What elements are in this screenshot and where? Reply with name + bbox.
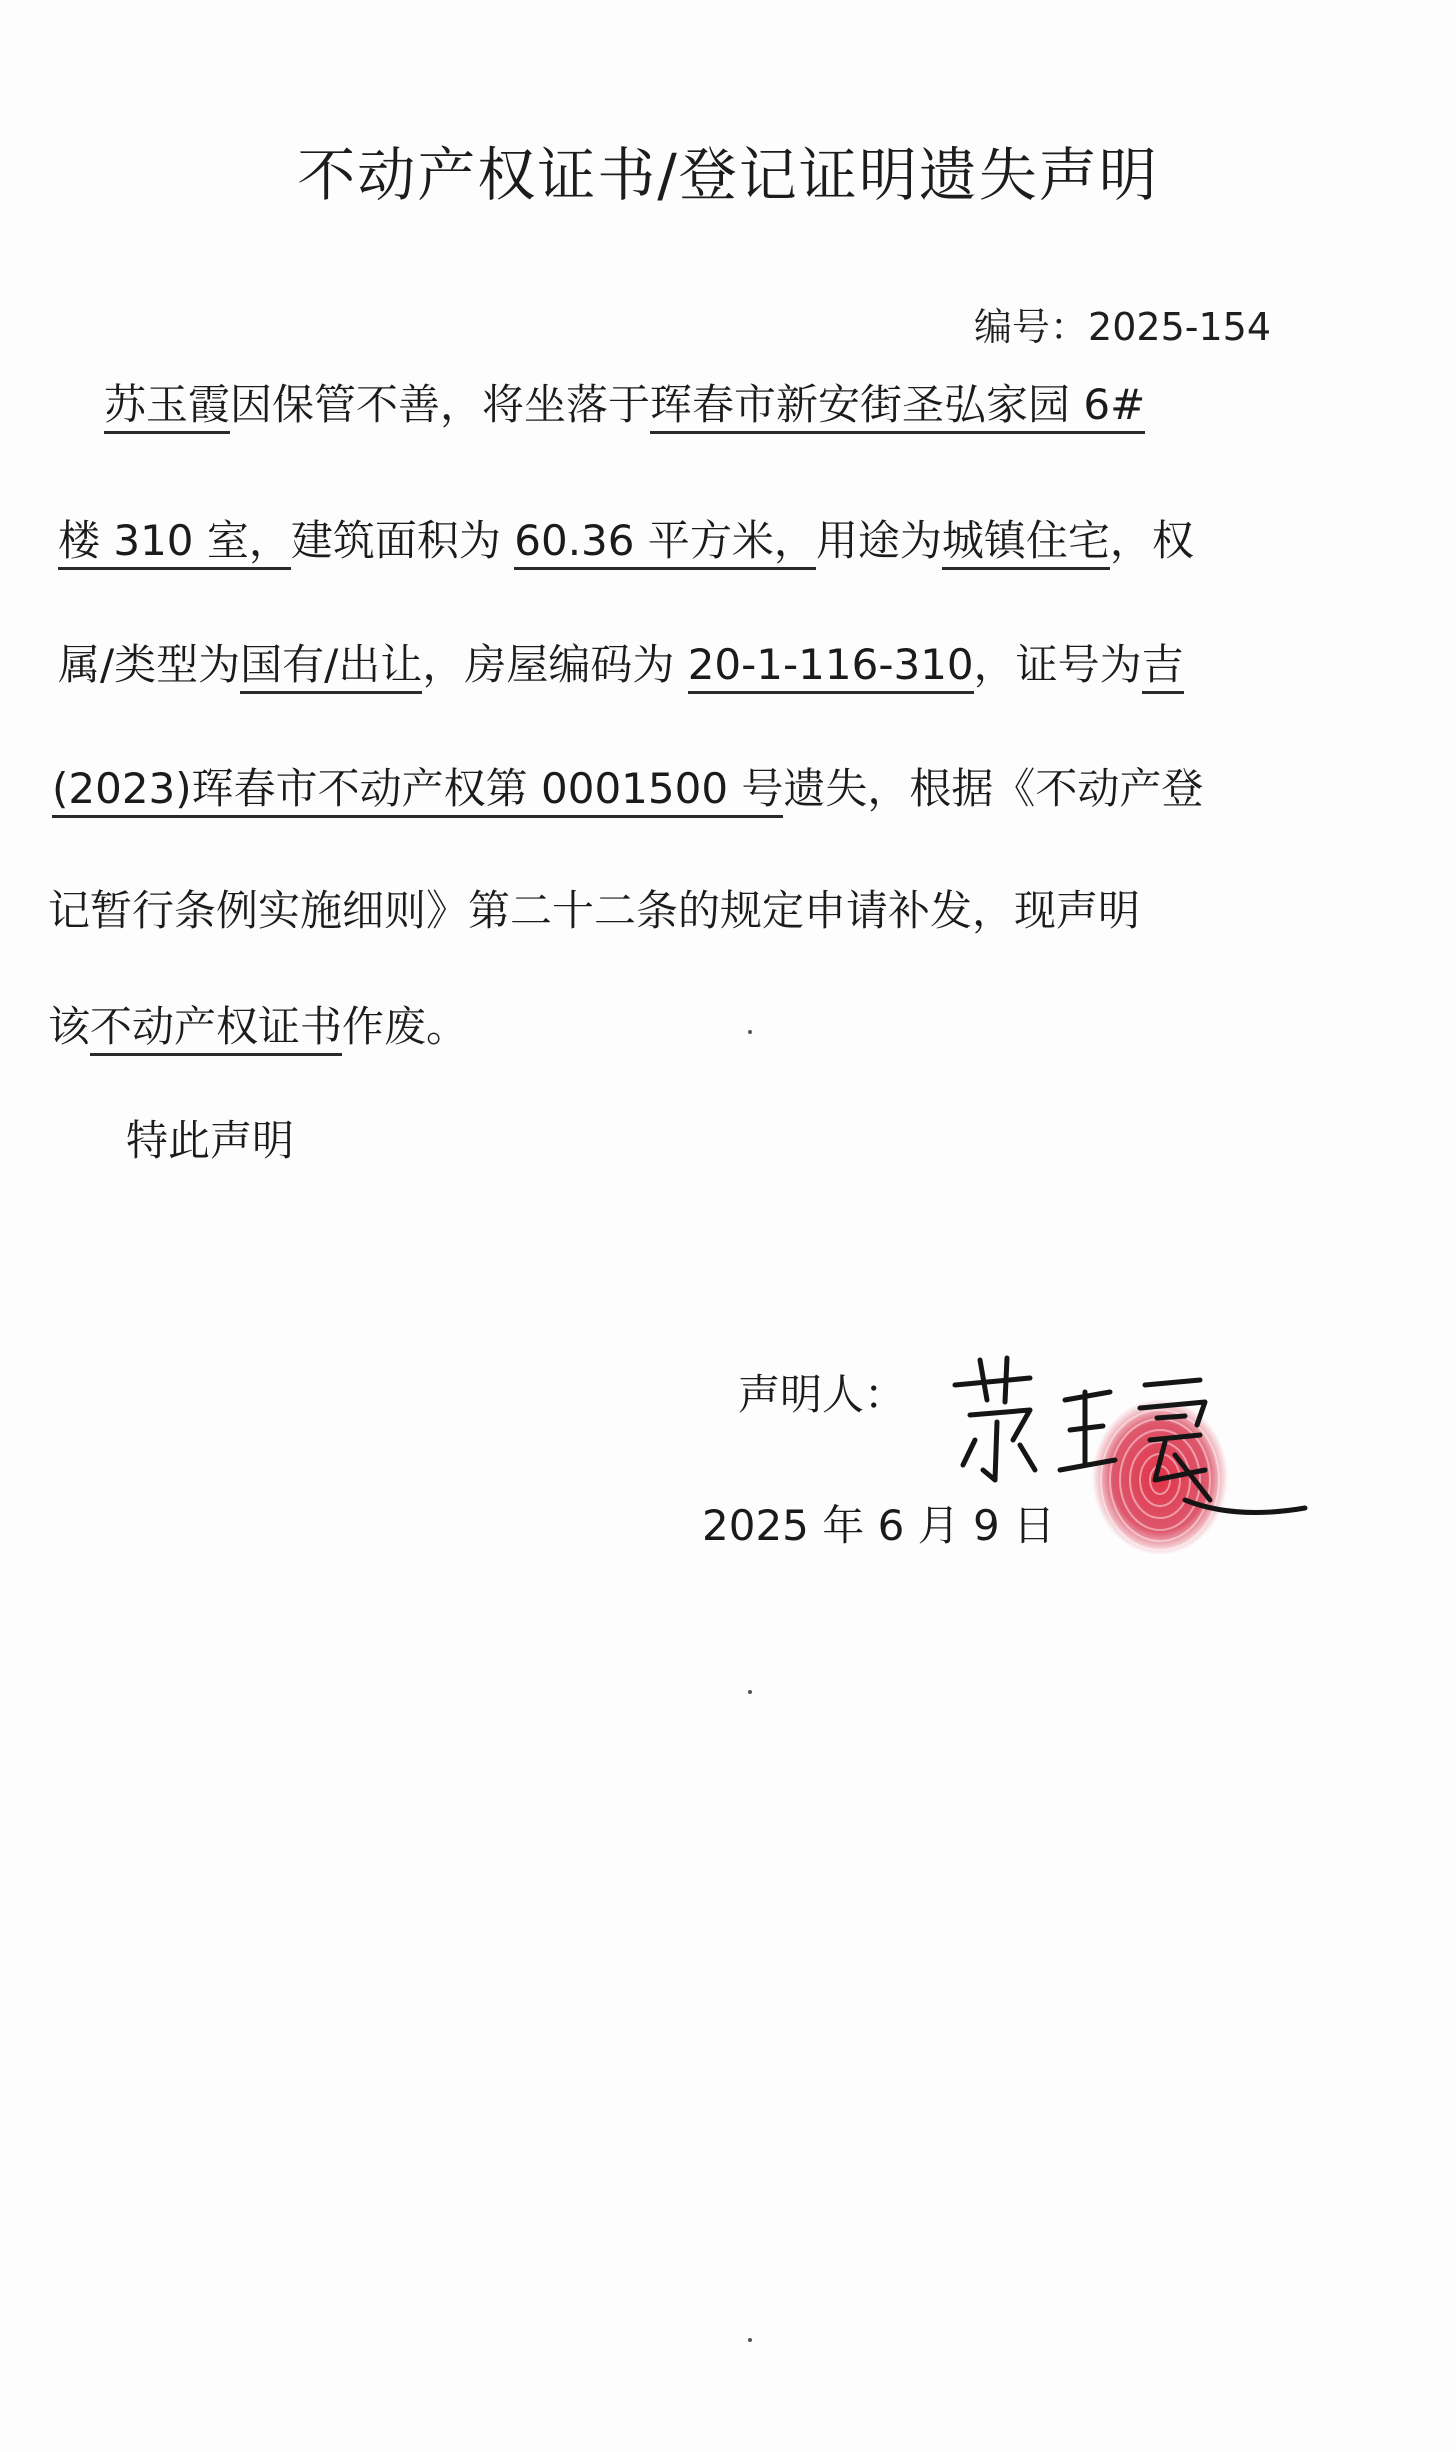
speck-mark xyxy=(748,2338,752,2342)
speck-mark xyxy=(748,1690,752,1694)
property-unit: 楼 310 室， xyxy=(58,516,291,570)
certificate-number: (2023)珲春市不动产权第 0001500 号 xyxy=(52,764,783,818)
body-line-5: 记暂行条例实施细则》第二十二条的规定申请补发，现声明 xyxy=(48,886,1141,935)
property-address: 珲春市新安街圣弘家园 6# xyxy=(650,380,1145,434)
body-text: 建筑面积为 xyxy=(290,516,501,565)
house-code: 20-1-116-310 xyxy=(688,640,974,694)
body-line-4 xyxy=(52,756,1203,816)
void-document-name: 不动产权证书 xyxy=(90,1002,342,1056)
owner-name: 苏玉霞 xyxy=(104,380,230,434)
speck-mark xyxy=(748,1030,752,1034)
floor-area: 60.36 平方米， xyxy=(514,516,816,570)
declarer-label: 声明人： xyxy=(738,1370,907,1419)
ownership-type: 国有/出让 xyxy=(240,640,422,694)
body-text: 遗失，根据《不动产登 xyxy=(783,764,1204,813)
body-text: 属/类型为 xyxy=(58,640,241,689)
body-line-2 xyxy=(58,508,1194,568)
body-text: 因保管不善，将坐落于 xyxy=(230,380,651,429)
body-text: 用途为 xyxy=(815,516,942,565)
closing-statement: 特此声明 xyxy=(126,1116,295,1165)
body-text: 该 xyxy=(48,1002,91,1051)
property-usage: 城镇住宅 xyxy=(942,516,1110,570)
body-text: ，证号为 xyxy=(973,640,1142,689)
document-number: 编号：2025-154 xyxy=(974,305,1271,349)
document-title: 不动产权证书/登记证明遗失声明 xyxy=(297,141,1159,209)
body-line-6 xyxy=(48,994,468,1054)
certificate-prefix: 吉 xyxy=(1142,640,1184,694)
body-text: ，房屋编码为 xyxy=(422,640,675,689)
body-line-3 xyxy=(58,632,1184,692)
body-text: 作废。 xyxy=(342,1002,469,1051)
declaration-date: 2025 年 6 月 9 日 xyxy=(702,1501,1056,1550)
body-line-1 xyxy=(104,372,1145,432)
body-text: ，权 xyxy=(1109,516,1194,565)
